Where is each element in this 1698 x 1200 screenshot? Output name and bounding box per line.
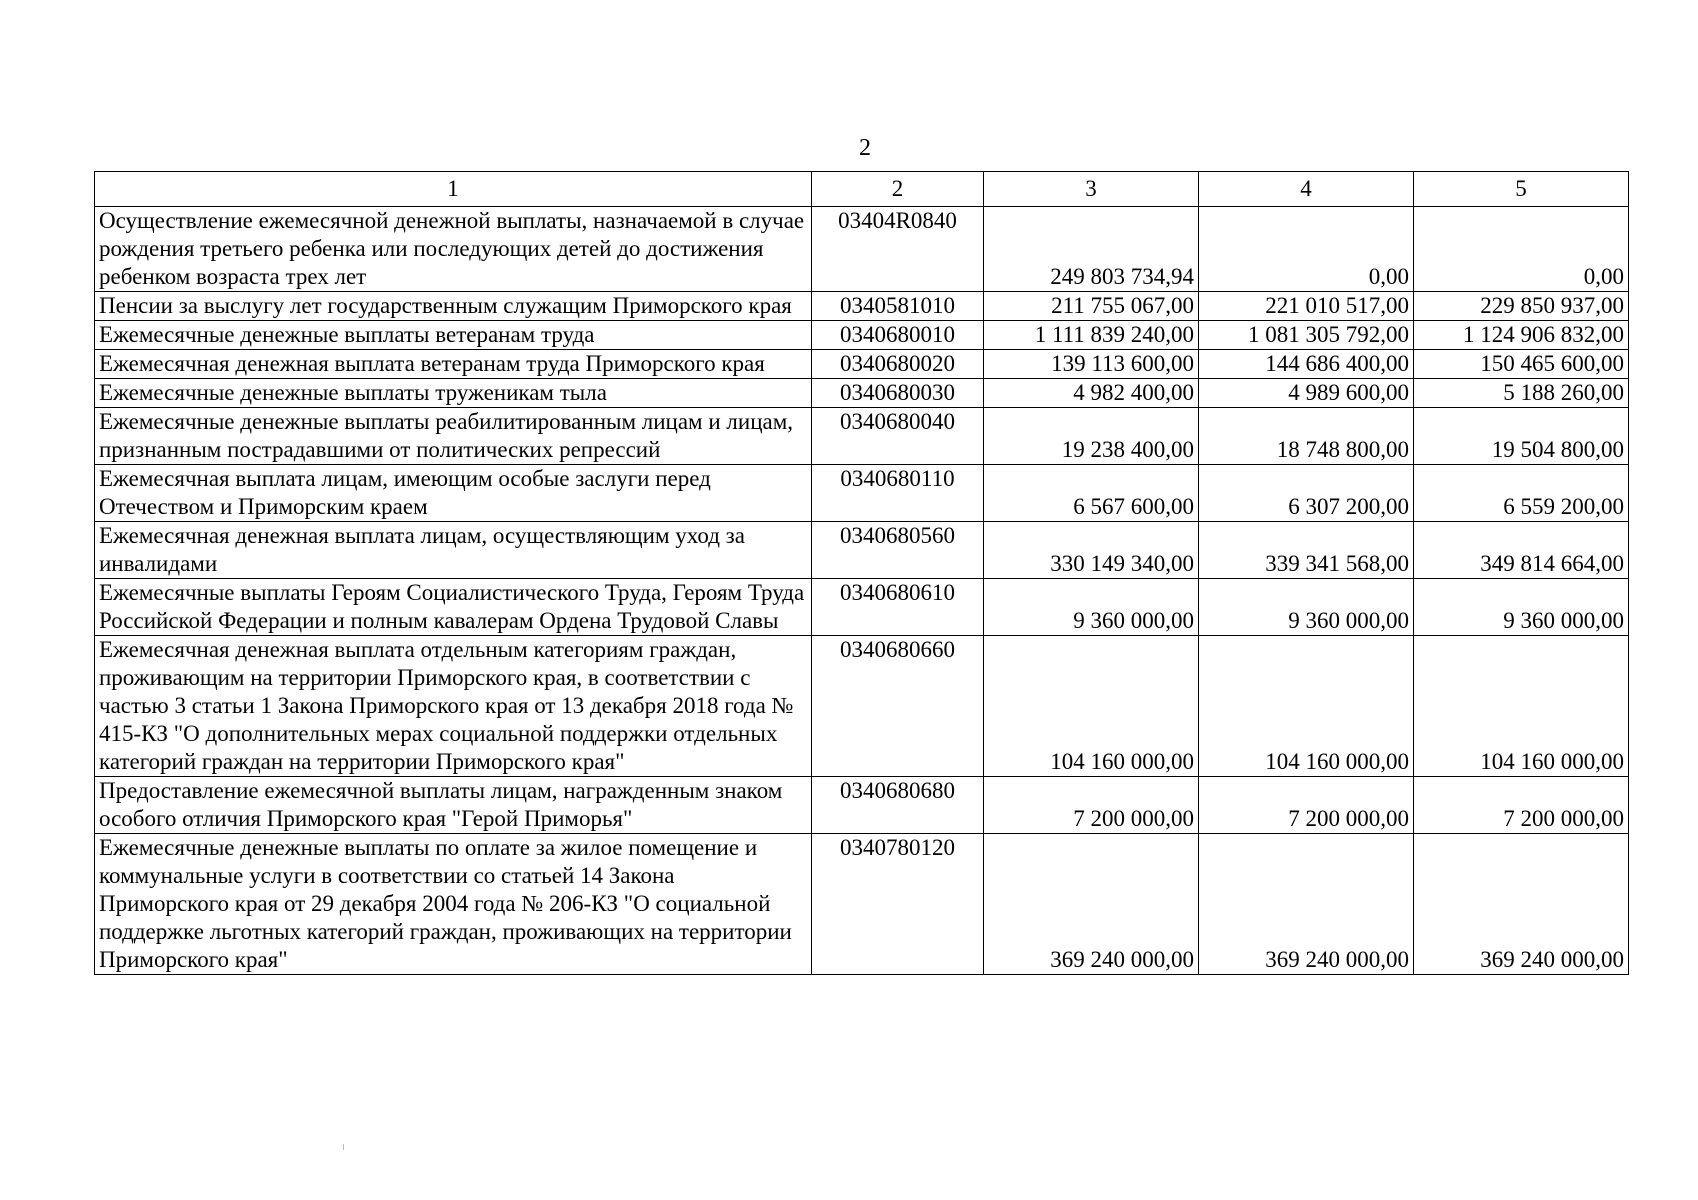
row-amount-col5: 150 465 600,00: [1414, 350, 1629, 379]
row-amount-col5: 9 360 000,00: [1414, 579, 1629, 636]
row-amount-col4: 1 081 305 792,00: [1199, 321, 1414, 350]
row-amount-col4: 6 307 200,00: [1199, 465, 1414, 522]
row-name: Ежемесячные денежные выплаты ветеранам труда: [95, 321, 812, 350]
row-code: 0340780120: [812, 834, 984, 975]
table-row: [95, 777, 1629, 834]
row-amount-col5: 229 850 937,00: [1414, 292, 1629, 321]
header-row: [95, 172, 1629, 207]
row-amount-col4: 7 200 000,00: [1199, 777, 1414, 834]
row-name: Ежемесячная денежная выплата лицам, осуществляющим уход за инвалидами: [95, 522, 812, 579]
row-amount-col5: 104 160 000,00: [1414, 636, 1629, 777]
table-row: [95, 350, 1629, 379]
row-name: Ежемесячные денежные выплаты реабилитированным лицам и лицам, признанным пострадавшими от политических репрессий: [95, 408, 812, 465]
table-row: [95, 292, 1629, 321]
header-col-3: 3: [984, 172, 1199, 207]
row-amount-col3: 1 111 839 240,00: [984, 321, 1199, 350]
table-row: [95, 522, 1629, 579]
row-amount-col3: 369 240 000,00: [984, 834, 1199, 975]
page-number: 2: [859, 135, 871, 161]
row-name: Ежемесячная выплата лицам, имеющим особые заслуги перед Отечеством и Приморским краем: [95, 465, 812, 522]
row-amount-col3: 330 149 340,00: [984, 522, 1199, 579]
row-amount-col3: 9 360 000,00: [984, 579, 1199, 636]
row-amount-col4: 4 989 600,00: [1199, 379, 1414, 408]
table-row: [95, 207, 1629, 292]
table-row: [95, 636, 1629, 777]
row-amount-col3: 104 160 000,00: [984, 636, 1199, 777]
row-amount-col4: 0,00: [1199, 207, 1414, 292]
row-amount-col3: 19 238 400,00: [984, 408, 1199, 465]
row-code: 0340581010: [812, 292, 984, 321]
row-amount-col4: 221 010 517,00: [1199, 292, 1414, 321]
row-code: 0340680660: [812, 636, 984, 777]
table-row: [95, 379, 1629, 408]
budget-table: [94, 171, 1629, 975]
row-code: 0340680680: [812, 777, 984, 834]
row-amount-col3: 6 567 600,00: [984, 465, 1199, 522]
header-col-1: 1: [95, 172, 812, 207]
row-amount-col5: 0,00: [1414, 207, 1629, 292]
table-row: [95, 834, 1629, 975]
row-code: 0340680110: [812, 465, 984, 522]
table-row: [95, 408, 1629, 465]
row-amount-col4: 144 686 400,00: [1199, 350, 1414, 379]
row-amount-col4: 18 748 800,00: [1199, 408, 1414, 465]
row-name: Пенсии за выслугу лет государственным служащим Приморского края: [95, 292, 812, 321]
row-amount-col4: 339 341 568,00: [1199, 522, 1414, 579]
row-amount-col5: 7 200 000,00: [1414, 777, 1629, 834]
header-col-2: 2: [812, 172, 984, 207]
row-name: Ежемесячная денежная выплата отдельным категориям граждан, проживающим на территории Приморского края, в соответствии с частью 3 статьи 1 Закона Приморского края от 13 декабря 2018 года № 415-КЗ "О дополнительных мерах социальной поддержки отдельных категорий граждан на территории Приморского края": [95, 636, 812, 777]
row-amount-col5: 19 504 800,00: [1414, 408, 1629, 465]
row-amount-col5: 6 559 200,00: [1414, 465, 1629, 522]
row-amount-col5: 349 814 664,00: [1414, 522, 1629, 579]
row-amount-col5: 5 188 260,00: [1414, 379, 1629, 408]
row-amount-col3: 211 755 067,00: [984, 292, 1199, 321]
table-row: [95, 465, 1629, 522]
row-code: 0340680010: [812, 321, 984, 350]
header-col-5: 5: [1414, 172, 1629, 207]
table-row: [95, 579, 1629, 636]
row-amount-col3: 249 803 734,94: [984, 207, 1199, 292]
row-code: 0340680560: [812, 522, 984, 579]
row-name: Ежемесячные выплаты Героям Социалистического Труда, Героям Труда Российской Федерации и полным кавалерам Ордена Трудовой Славы: [95, 579, 812, 636]
scan-speck: [343, 1144, 344, 1150]
row-amount-col3: 7 200 000,00: [984, 777, 1199, 834]
row-amount-col3: 139 113 600,00: [984, 350, 1199, 379]
row-amount-col5: 369 240 000,00: [1414, 834, 1629, 975]
row-amount-col4: 104 160 000,00: [1199, 636, 1414, 777]
row-code: 0340680030: [812, 379, 984, 408]
row-code: 03404R0840: [812, 207, 984, 292]
row-name: Осуществление ежемесячной денежной выплаты, назначаемой в случае рождения третьего ребенка или последующих детей до достижения ребенком возраста трех лет: [95, 207, 812, 292]
row-name: Предоставление ежемесячной выплаты лицам, награжденным знаком особого отличия Приморского края "Герой Приморья": [95, 777, 812, 834]
row-amount-col5: 1 124 906 832,00: [1414, 321, 1629, 350]
row-amount-col4: 369 240 000,00: [1199, 834, 1414, 975]
row-name: Ежемесячная денежная выплата ветеранам труда Приморского края: [95, 350, 812, 379]
row-amount-col3: 4 982 400,00: [984, 379, 1199, 408]
row-amount-col4: 9 360 000,00: [1199, 579, 1414, 636]
row-code: 0340680610: [812, 579, 984, 636]
row-name: Ежемесячные денежные выплаты труженикам тыла: [95, 379, 812, 408]
row-code: 0340680040: [812, 408, 984, 465]
row-code: 0340680020: [812, 350, 984, 379]
header-col-4: 4: [1199, 172, 1414, 207]
row-name: Ежемесячные денежные выплаты по оплате за жилое помещение и коммунальные услуги в соответствии со статьей 14 Закона Приморского края от 29 декабря 2004 года № 206-КЗ "О социальной поддержке льготных категорий граждан, проживающих на территории Приморского края": [95, 834, 812, 975]
table-row: [95, 321, 1629, 350]
